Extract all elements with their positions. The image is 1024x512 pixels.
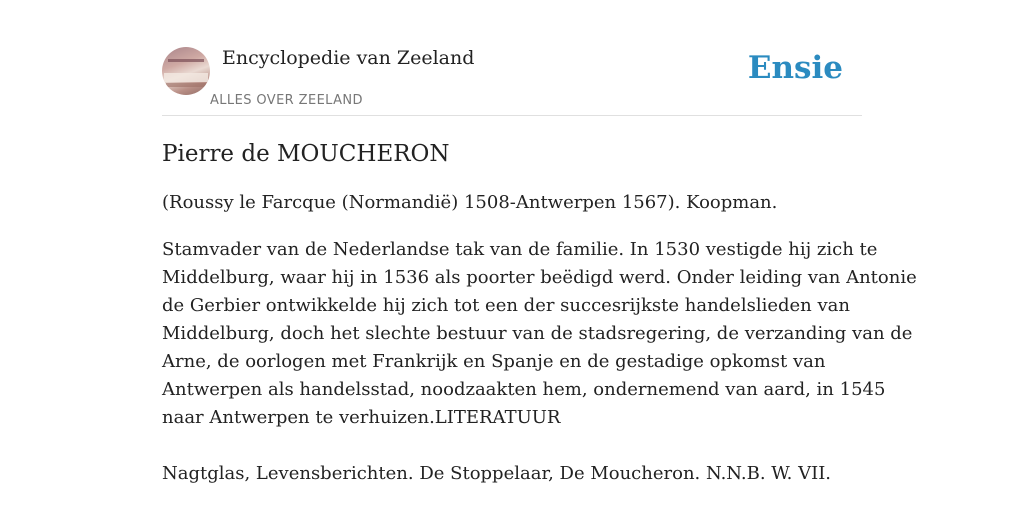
- logo-detail: [166, 83, 206, 87]
- article-bio: (Roussy le Farcque (Normandië) 1508-Antwerpen 1567). Koopman.: [162, 192, 778, 213]
- brand-logo[interactable]: Ensie: [747, 50, 843, 86]
- site-title[interactable]: Encyclopedie van Zeeland: [222, 47, 475, 69]
- site-header: [162, 44, 862, 116]
- body-line: Middelburg, waar hij in 1536 als poorter beëdigd werd. Onder leiding van Antonie: [162, 267, 917, 288]
- logo-detail: [168, 59, 204, 62]
- page-title: Pierre de MOUCHERON: [162, 141, 450, 167]
- site-logo-icon[interactable]: [162, 47, 210, 95]
- body-line: Stamvader van de Nederlandse tak van de familie. In 1530 vestigde hij zich te: [162, 239, 878, 260]
- logo-detail: [164, 73, 208, 82]
- site-tagline: ALLES OVER ZEELAND: [210, 93, 363, 108]
- body-line: de Gerbier ontwikkelde hij zich tot een der succesrijkste handelslieden van: [162, 295, 850, 316]
- body-line: Arne, de oorlogen met Frankrijk en Spanje en de gestadige opkomst van: [162, 351, 826, 372]
- body-line: Antwerpen als handelsstad, noodzaakten hem, ondernemend van aard, in 1545: [162, 379, 886, 400]
- body-line: naar Antwerpen te verhuizen.LITERATUUR: [162, 407, 561, 428]
- article-references: Nagtglas, Levensberichten. De Stoppelaar, De Moucheron. N.N.B. W. VII.: [162, 463, 832, 484]
- article-content: [162, 138, 917, 488]
- article-body: [162, 236, 917, 432]
- body-line: Middelburg, doch het slechte bestuur van de stadsregering, de verzanding van de: [162, 323, 913, 344]
